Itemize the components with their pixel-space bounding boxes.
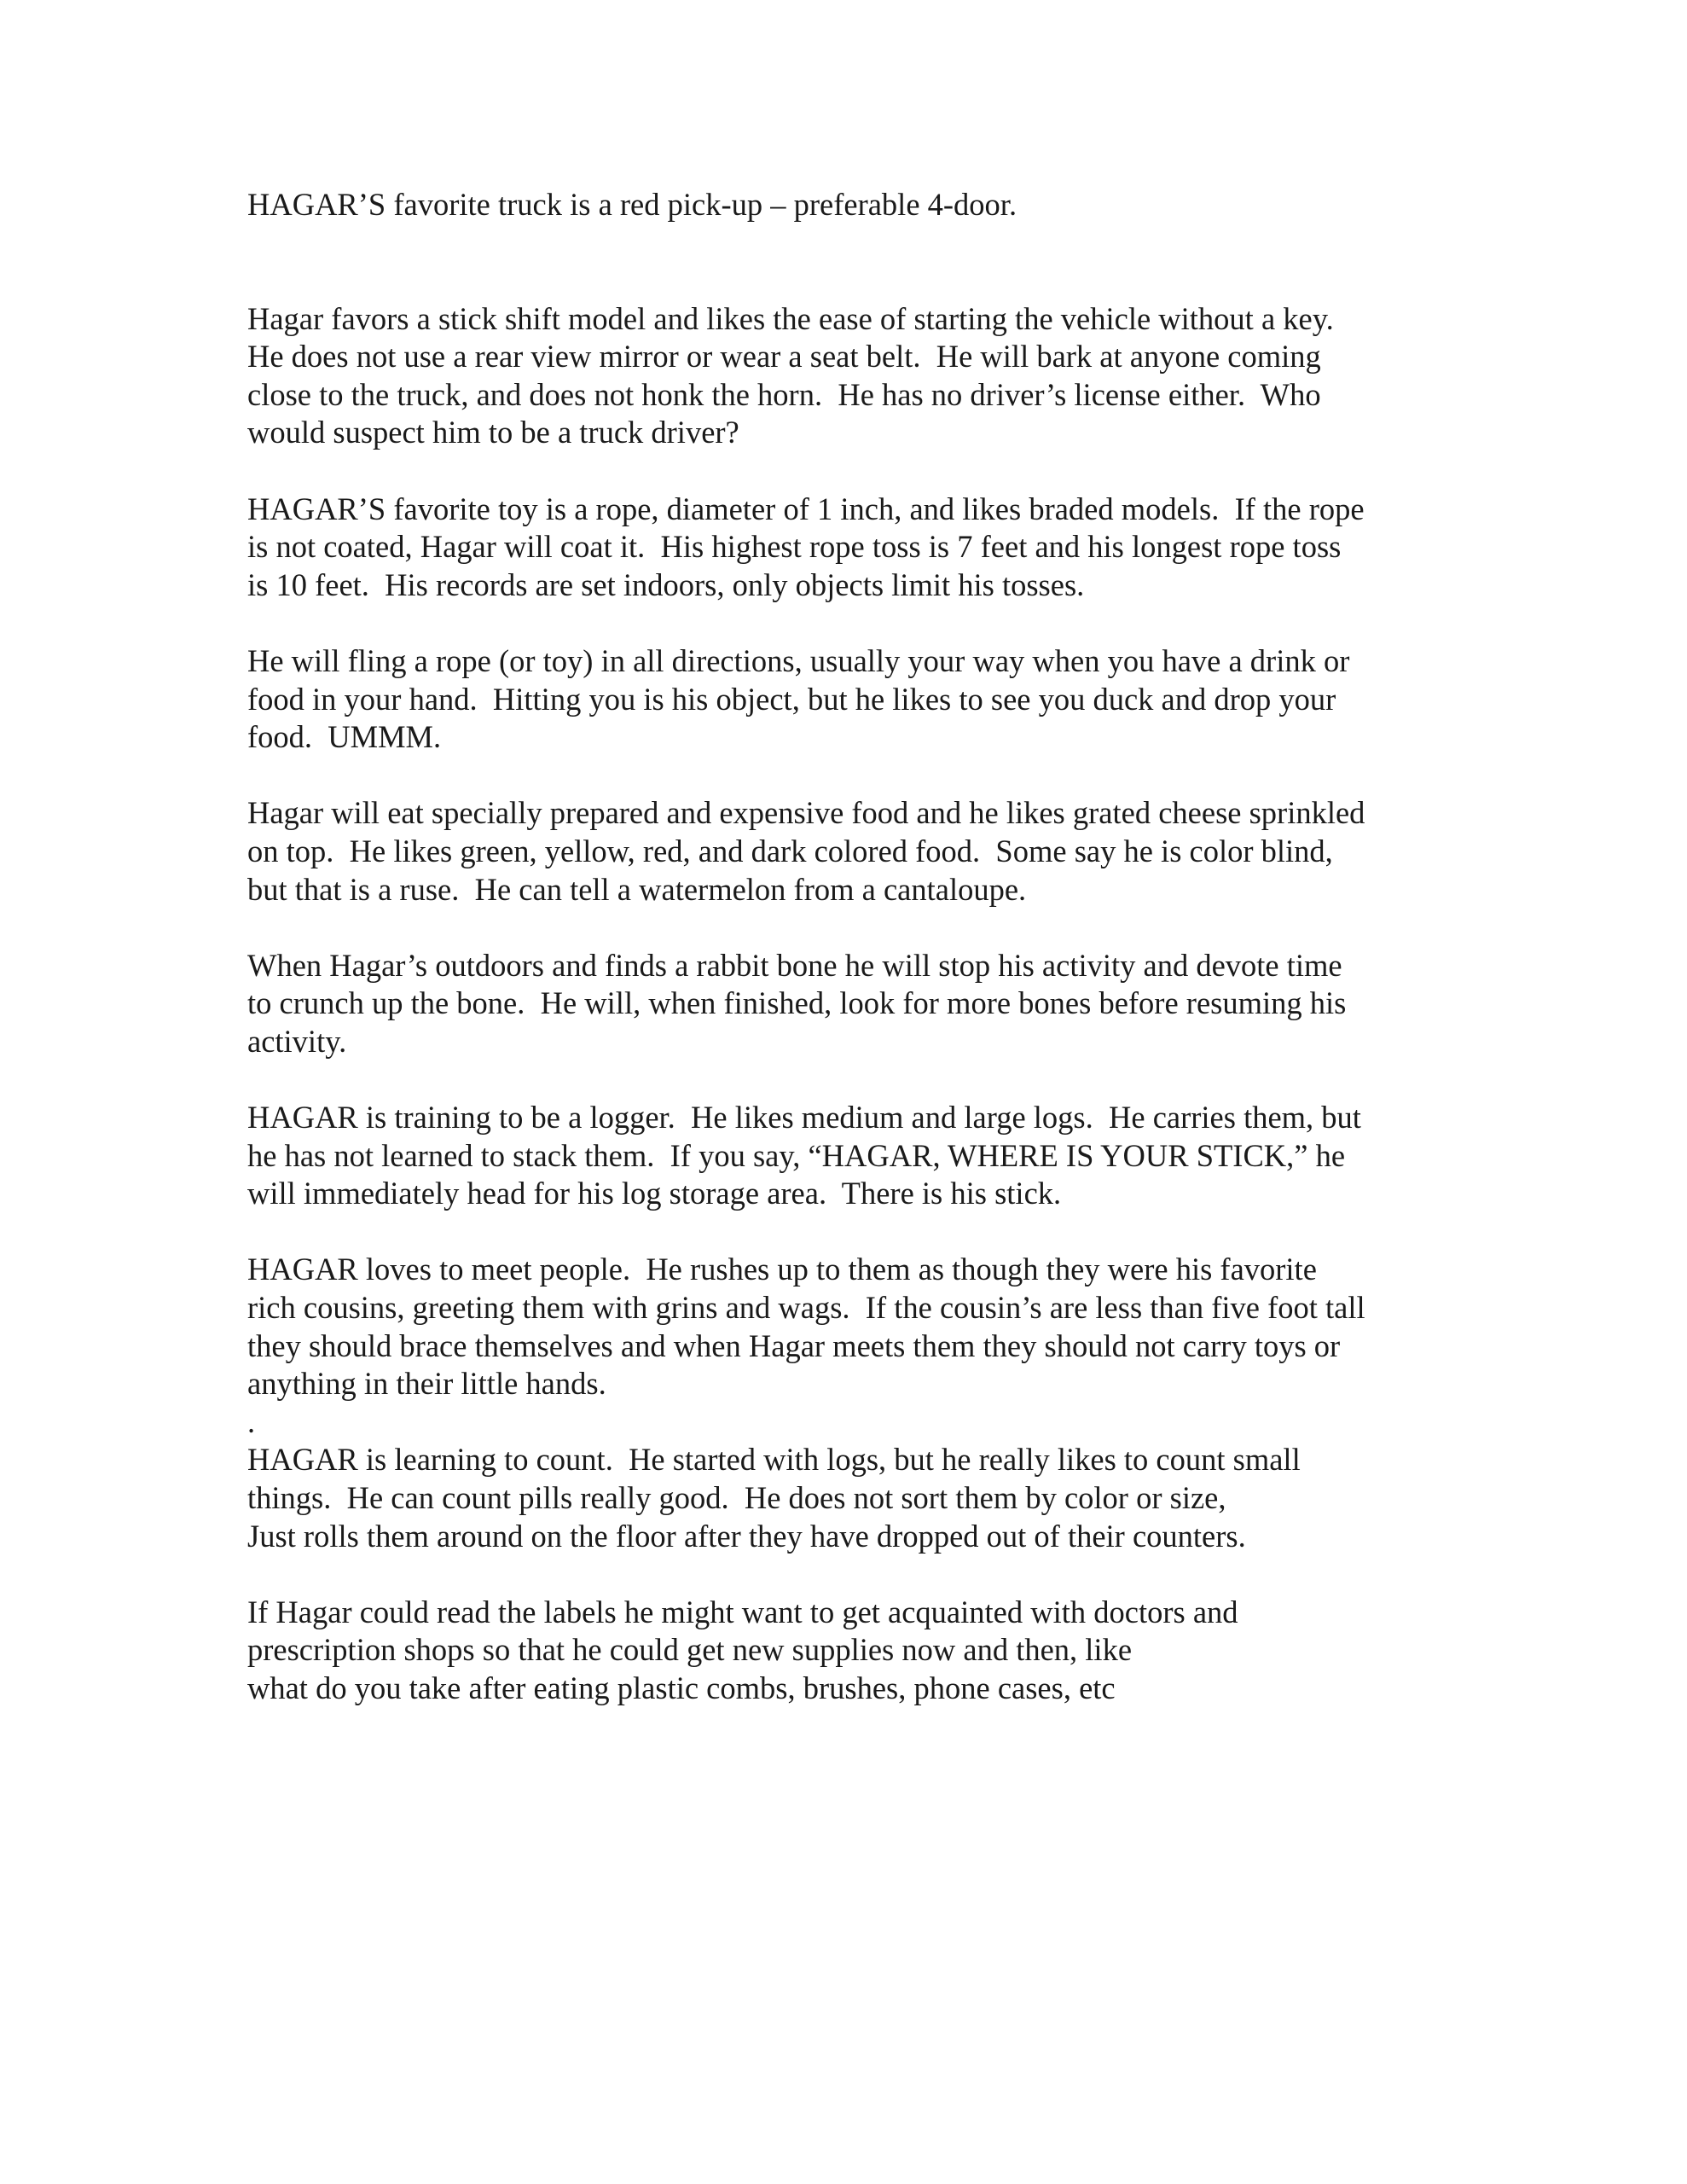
text-line: activity. bbox=[247, 1023, 347, 1059]
text-line: Just rolls them around on the floor after they have dropped out of their counters. bbox=[247, 1518, 1246, 1554]
text-line: food in your hand. Hitting you is his object, but he likes to see you duck and drop your bbox=[247, 681, 1336, 717]
paragraph-logger bbox=[247, 1099, 1458, 1213]
text-line: If Hagar could read the labels he might want to get acquainted with doctors and bbox=[247, 1594, 1238, 1629]
paragraph-spacer bbox=[247, 452, 1458, 491]
text-line: would suspect him to be a truck driver? bbox=[247, 415, 739, 450]
paragraph-spacer bbox=[247, 1555, 1458, 1594]
text-line: but that is a ruse. He can tell a watermelon from a cantaloupe. bbox=[247, 871, 1027, 907]
paragraph-rope-toy bbox=[247, 491, 1458, 605]
text-line: When Hagar’s outdoors and finds a rabbit bone he will stop his activity and devote time bbox=[247, 947, 1342, 983]
text-line: to crunch up the bone. He will, when finished, look for more bones before resuming his bbox=[247, 985, 1347, 1021]
text-line: anything in their little hands. bbox=[247, 1366, 606, 1402]
text-line: on top. He likes green, yellow, red, and dark colored food. Some say he is color blind, bbox=[247, 833, 1333, 868]
paragraph-spacer bbox=[247, 757, 1458, 795]
paragraph-rope-fling bbox=[247, 642, 1458, 757]
paragraph-rabbit-bone bbox=[247, 947, 1458, 1061]
text-line: things. He can count pills really good. He does not sort them by color or size, bbox=[247, 1480, 1226, 1515]
text-line: close to the truck, and does not honk the horn. He has no driver’s license either. Who bbox=[247, 376, 1321, 412]
paragraph-spacer bbox=[247, 604, 1458, 642]
text-line: food. UMMM. bbox=[247, 719, 442, 755]
text-line: is 10 feet. His records are set indoors, only objects limit his tosses. bbox=[247, 566, 1085, 602]
paragraph-meet-people bbox=[247, 1251, 1458, 1441]
paragraph-truck-details bbox=[247, 300, 1458, 452]
text-line: what do you take after eating plastic combs, brushes, phone cases, etc bbox=[247, 1670, 1116, 1705]
paragraph-counting bbox=[247, 1441, 1458, 1555]
text-line: HAGAR is training to be a logger. He likes medium and large logs. He carries them, but bbox=[247, 1100, 1361, 1136]
text-line: Hagar will eat specially prepared and expensive food and he likes grated cheese sprinkled bbox=[247, 795, 1365, 831]
paragraph-spacer bbox=[247, 909, 1458, 947]
text-line: rich cousins, greeting them with grins and wags. If the cousin’s are less than five foot tall bbox=[247, 1290, 1365, 1326]
paragraph-truck-title bbox=[247, 186, 1458, 224]
text-line: He will fling a rope (or toy) in all directions, usually your way when you have a drink or bbox=[247, 642, 1350, 678]
text-line: prescription shops so that he could get new supplies now and then, like bbox=[247, 1632, 1133, 1668]
text-line: HAGAR loves to meet people. He rushes up to them as though they were his favorite bbox=[247, 1252, 1317, 1287]
paragraph-spacer bbox=[247, 1213, 1458, 1252]
text-line: HAGAR’S favorite toy is a rope, diameter of 1 inch, and likes braded models. If the rope bbox=[247, 491, 1365, 526]
text-line: . bbox=[247, 1403, 256, 1439]
text-line: HAGAR’S favorite truck is a red pick-up – preferable 4-door. bbox=[247, 187, 1017, 222]
paragraph-food bbox=[247, 794, 1458, 909]
paragraph-labels bbox=[247, 1594, 1458, 1708]
text-line: HAGAR is learning to count. He started with logs, but he really likes to count small bbox=[247, 1442, 1301, 1478]
text-line: is not coated, Hagar will coat it. His highest rope toss is 7 feet and his longest rope toss bbox=[247, 529, 1342, 565]
document-body bbox=[247, 186, 1458, 1708]
text-line: will immediately head for his log storage area. There is his stick. bbox=[247, 1176, 1062, 1211]
text-line: they should brace themselves and when Hagar meets them they should not carry toys or bbox=[247, 1327, 1341, 1363]
text-line: He does not use a rear view mirror or wear a seat belt. He will bark at anyone coming bbox=[247, 339, 1321, 375]
text-line: he has not learned to stack them. If you say, “HAGAR, WHERE IS YOUR STICK,” he bbox=[247, 1137, 1346, 1173]
text-line: Hagar favors a stick shift model and likes the ease of starting the vehicle without a key. bbox=[247, 300, 1334, 336]
paragraph-spacer bbox=[247, 1060, 1458, 1099]
paragraph-spacer bbox=[247, 224, 1458, 300]
